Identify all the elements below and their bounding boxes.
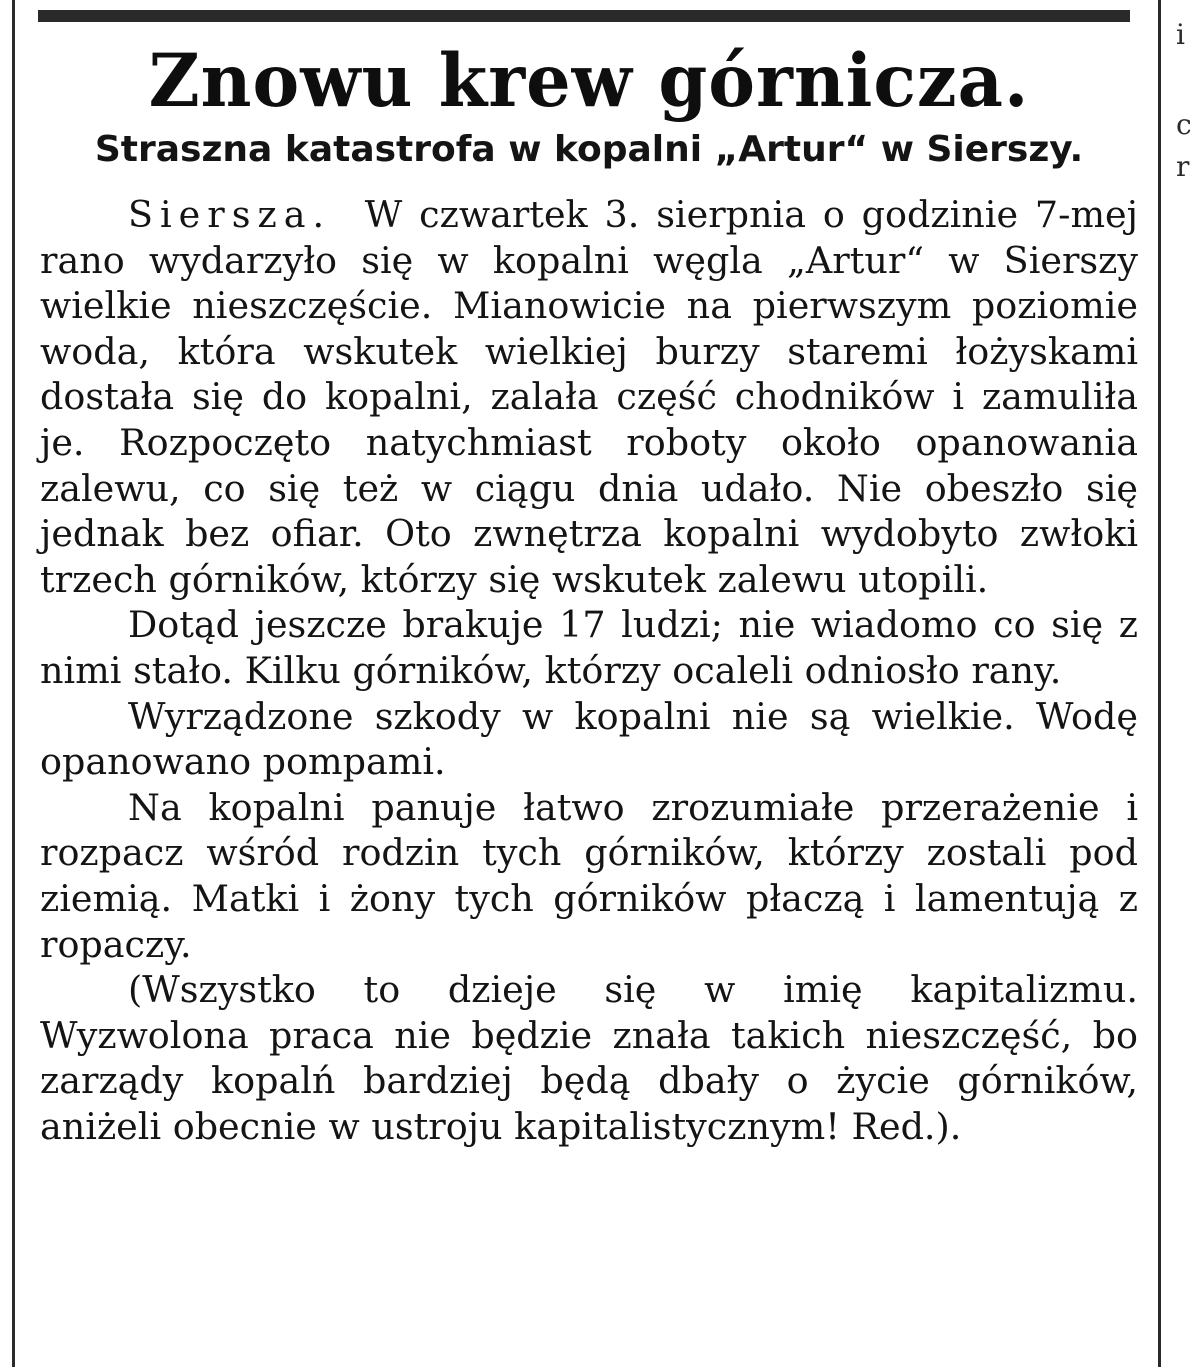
paragraph [40,602,1138,693]
place-name: Siersza. [128,193,332,236]
margin-fragment: r [1176,150,1190,183]
top-rule [38,10,1130,22]
paragraph-text: Dotąd jeszcze brakuje 17 ludzi; nie wiadomo co się z nimi stało. Kilku górników, którzy ocaleli odniosło rany. [40,603,1138,692]
paragraph-text: (Wszystko to dzieje się w imię kapitalizmu. Wyzwolona praca nie będzie znała takich nieszczęść, bo zarządy kopalń bardziej będą dbały o życie górników, aniżeli obecnie w ustroju kapitalistycznym! Red.). [40,968,1138,1148]
paragraph [40,785,1138,967]
paragraph-text: W czwartek 3. sierpnia o godzinie 7-mej rano wydarzyło się w kopalni węgla „Artur“ w Sierszy wielkie nieszczęście. Mianowicie na pierwszym poziomie woda, która wskutek wielkiej burzy staremi łożyskami dostała się do kopalni, zalała część chodników i zamuliła je. Rozpoczęto natychmiast roboty około opanowania zalewu, co się też w ciągu dnia udało. Nie obeszło się jednak bez ofiar. Oto zwnętrza kopalni wydobyto zwłoki trzech górników, którzy się wskutek zalewu utopili. [40,193,1138,601]
paragraph [40,694,1138,785]
headline: Znowu krew górnicza. [148,36,1030,125]
article [40,30,1138,1149]
paragraph-text: Na kopalni panuje łatwo zrozumiałe przerażenie i rozpacz wśród rodzin tych górników, którzy zostali pod ziemią. Matki i żony tych górników płaczą i lamentują z ropaczy. [40,785,1138,966]
right-column-rule [1158,0,1161,1367]
margin-fragment: c [1176,108,1192,141]
margin-fragment: i [1176,18,1185,51]
left-column-rule [12,0,15,1367]
subheadline: Straszna katastrofa w kopalni „Artur“ w Sierszy. [94,129,1084,170]
paragraph [40,967,1138,1149]
paragraph-text: Wyrządzone szkody w kopalni nie są wielkie. Wodę opanowano pompami. [40,694,1138,784]
paragraph [40,192,1138,602]
